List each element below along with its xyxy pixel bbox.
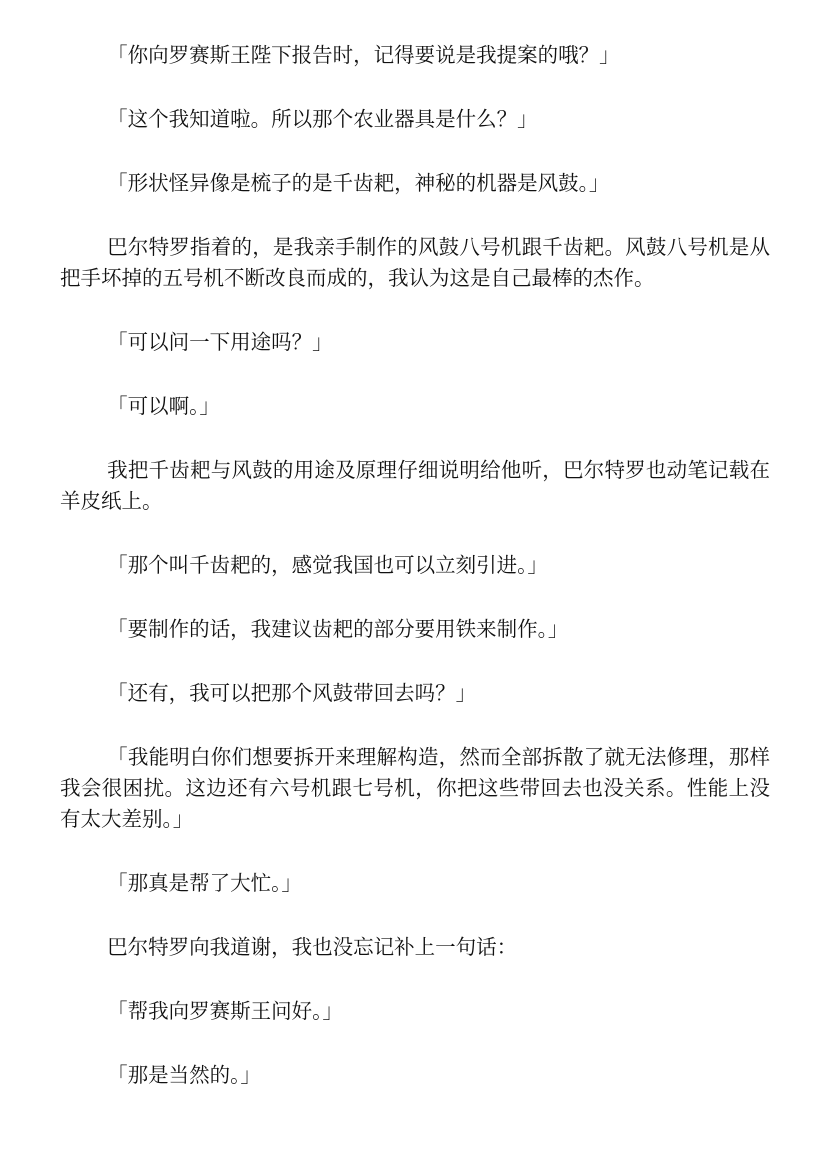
paragraph: 我把千齿耙与风鼓的用途及原理仔细说明给他听，巴尔特罗也动笔记载在羊皮纸上。 [60, 458, 770, 513]
paragraph: 「还有，我可以把那个风鼓带回去吗？」 [107, 681, 477, 705]
paragraph: 「那是当然的。」 [107, 1063, 261, 1087]
paragraph: 「帮我向罗赛斯王问好。」 [107, 999, 343, 1023]
paragraph: 「可以问一下用途吗？」 [107, 330, 333, 354]
paragraph: 「要制作的话，我建议齿耙的部分要用铁来制作。」 [107, 617, 569, 641]
paragraph: 「那个叫千齿耙的，感觉我国也可以立刻引进。」 [107, 553, 548, 577]
paragraph: 「我能明白你们想要拆开来理解构造，然而全部拆散了就无法修理，那样我会很困扰。这边还有六号机跟七号机，你把这些带回去也没关系。性能上没有太大差别。」 [60, 745, 770, 831]
paragraph: 「你向罗赛斯王陛下报告时，记得要说是我提案的哦？」 [107, 43, 620, 67]
paragraph: 巴尔特罗指着的，是我亲手制作的风鼓八号机跟千齿耙。风鼓八号机是从把手坏掉的五号机不断改良而成的，我认为这是自己最棒的杰作。 [60, 235, 770, 290]
paragraph: 「可以啊。」 [107, 394, 220, 418]
paragraph: 「这个我知道啦。所以那个农业器具是什么？」 [107, 107, 538, 131]
paragraph: 巴尔特罗向我道谢，我也没忘记补上一句话： [107, 935, 518, 959]
document-page [60, 40, 770, 1124]
paragraph: 「形状怪异像是梳子的是千齿耙，神秘的机器是风鼓。」 [107, 171, 610, 195]
paragraph: 「那真是帮了大忙。」 [107, 871, 302, 895]
